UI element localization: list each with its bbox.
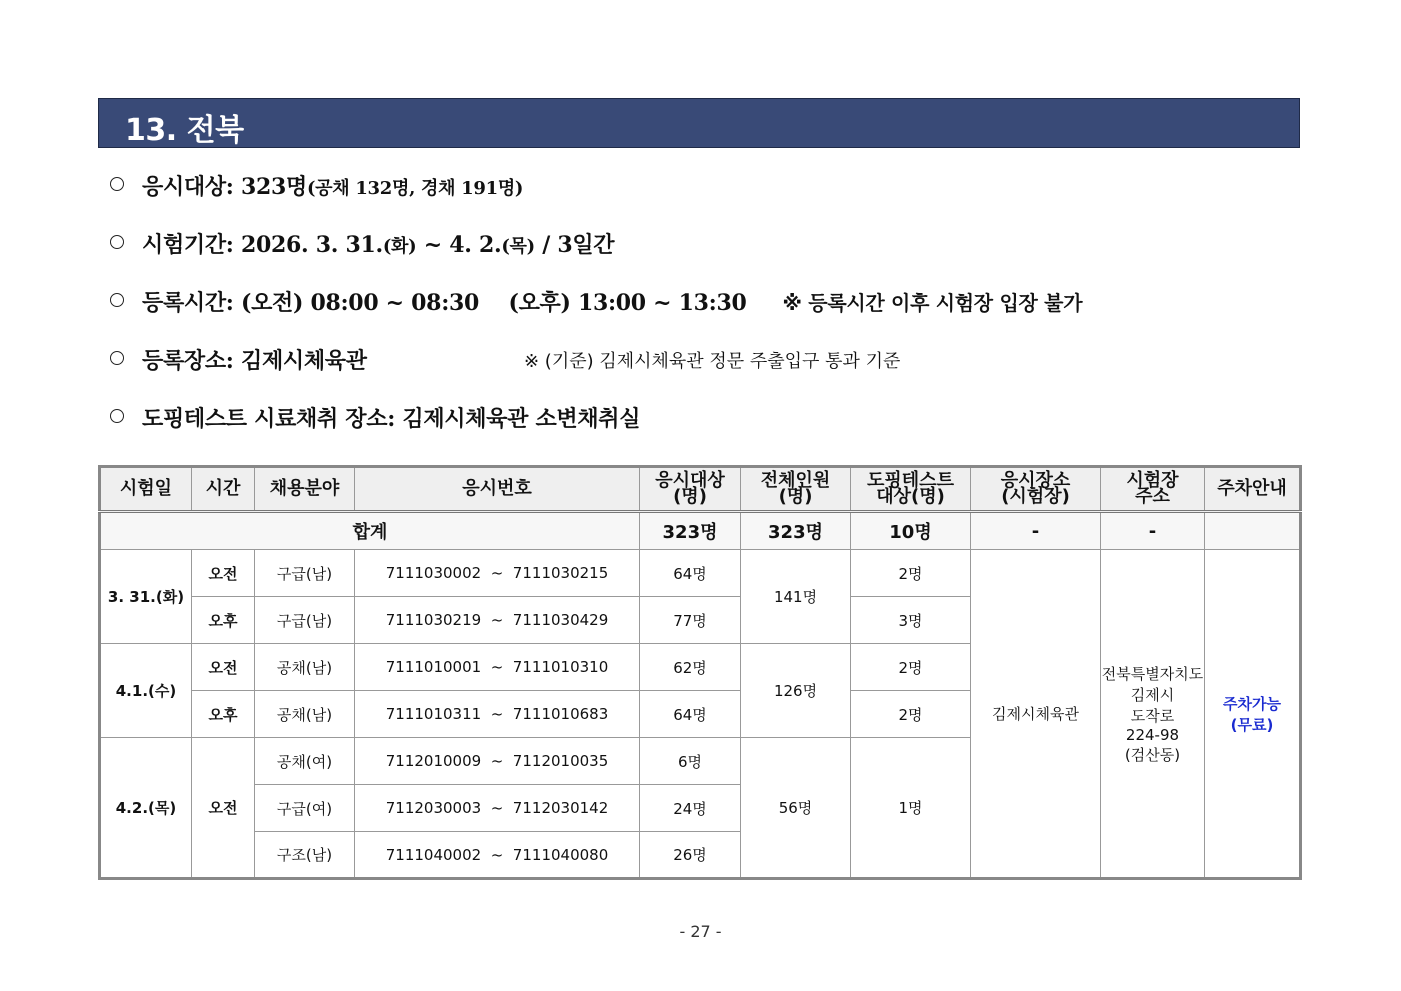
bullet-registration-place: 등록장소: 김제시체육관 bbox=[110, 344, 367, 375]
total-label: 합계 bbox=[100, 512, 640, 550]
number-range-cell: 7111040002 ~ 7111040080 bbox=[355, 832, 640, 879]
total-count: 323명 bbox=[741, 512, 851, 550]
section-header-bar bbox=[98, 98, 1300, 148]
field-cell: 구급(남) bbox=[255, 597, 355, 644]
date-cell: 4.1.(수) bbox=[100, 644, 192, 738]
exam-schedule-table bbox=[98, 465, 1302, 880]
total-venue: - bbox=[971, 512, 1101, 550]
parking-cell: 주차가능 (무료) bbox=[1205, 550, 1301, 879]
circle-bullet-icon bbox=[110, 293, 124, 307]
day-total-cell: 56명 bbox=[741, 738, 851, 879]
number-range-cell: 7112010009 ~ 7112010035 bbox=[355, 738, 640, 785]
time-cell: 오후 bbox=[192, 597, 255, 644]
applicants-cell: 26명 bbox=[640, 832, 741, 879]
total-address: - bbox=[1101, 512, 1205, 550]
circle-bullet-icon bbox=[110, 177, 124, 191]
header-number: 응시번호 bbox=[355, 467, 640, 512]
doping-cell: 2명 bbox=[851, 691, 971, 738]
time-cell: 오후 bbox=[192, 691, 255, 738]
bullet-applicants: 응시대상: 323명(공채 132명, 경채 191명) bbox=[110, 170, 523, 201]
doping-cell: 3명 bbox=[851, 597, 971, 644]
field-cell: 공채(여) bbox=[255, 738, 355, 785]
field-cell: 공채(남) bbox=[255, 644, 355, 691]
applicants-cell: 62명 bbox=[640, 644, 741, 691]
registration-place-note: ※ (기준) 김제시체육관 정문 주출입구 통과 기준 bbox=[524, 351, 901, 372]
applicants-cell: 77명 bbox=[640, 597, 741, 644]
applicants-cell: 64명 bbox=[640, 550, 741, 597]
header-field: 채용분야 bbox=[255, 467, 355, 512]
header-time: 시간 bbox=[192, 467, 255, 512]
doping-cell: 1명 bbox=[851, 738, 971, 879]
applicants-cell: 24명 bbox=[640, 785, 741, 832]
time-cell: 오전 bbox=[192, 550, 255, 597]
number-range-cell: 7112030003 ~ 7112030142 bbox=[355, 785, 640, 832]
section-title: 13. 전북 bbox=[125, 113, 244, 148]
circle-bullet-icon bbox=[110, 235, 124, 249]
doping-cell: 2명 bbox=[851, 550, 971, 597]
field-cell: 구조(남) bbox=[255, 832, 355, 879]
venue-cell: 김제시체육관 bbox=[971, 550, 1101, 879]
date-cell: 4.2.(목) bbox=[100, 738, 192, 879]
bullet-registration-time: 등록시간: (오전) 08:00 ~ 08:30 (오후) 13:00 ~ 13:30 ※ 등록시간 이후 시험장 입장 불가 bbox=[110, 286, 1082, 317]
page-number: - 27 - bbox=[679, 922, 722, 941]
number-range-cell: 7111010001 ~ 7111010310 bbox=[355, 644, 640, 691]
number-range-cell: 7111010311 ~ 7111010683 bbox=[355, 691, 640, 738]
bullet-period: 시험기간: 2026. 3. 31.(화) ~ 4. 2.(목) / 3일간 bbox=[110, 228, 614, 259]
bullet-doping: 도핑테스트 시료채취 장소: 김제시체육관 소변채취실 bbox=[110, 402, 640, 433]
field-cell: 공채(남) bbox=[255, 691, 355, 738]
table-header-row bbox=[100, 467, 1301, 512]
circle-bullet-icon bbox=[110, 351, 124, 365]
total-row bbox=[100, 512, 1301, 550]
total-doping: 10명 bbox=[851, 512, 971, 550]
registration-note: ※ 등록시간 이후 시험장 입장 불가 bbox=[782, 291, 1083, 315]
circle-bullet-icon bbox=[110, 409, 124, 423]
total-applicants: 323명 bbox=[640, 512, 741, 550]
header-address: 시험장 주소 bbox=[1101, 467, 1205, 512]
applicants-cell: 64명 bbox=[640, 691, 741, 738]
header-date: 시험일 bbox=[100, 467, 192, 512]
doping-cell: 2명 bbox=[851, 644, 971, 691]
header-total: 전체인원 (명) bbox=[741, 467, 851, 512]
date-cell: 3. 31.(화) bbox=[100, 550, 192, 644]
address-cell: 전북특별자치도 김제시 도작로 224-98 (검산동) bbox=[1101, 550, 1205, 879]
header-parking: 주차안내 bbox=[1205, 467, 1301, 512]
total-parking bbox=[1205, 512, 1301, 550]
field-cell: 구급(여) bbox=[255, 785, 355, 832]
time-cell: 오전 bbox=[192, 738, 255, 879]
number-range-cell: 7111030219 ~ 7111030429 bbox=[355, 597, 640, 644]
header-venue: 응시장소 (시험장) bbox=[971, 467, 1101, 512]
number-range-cell: 7111030002 ~ 7111030215 bbox=[355, 550, 640, 597]
time-cell: 오전 bbox=[192, 644, 255, 691]
applicants-cell: 6명 bbox=[640, 738, 741, 785]
table-row bbox=[100, 550, 1301, 597]
day-total-cell: 141명 bbox=[741, 550, 851, 644]
header-doping: 도핑테스트 대상(명) bbox=[851, 467, 971, 512]
header-applicants: 응시대상 (명) bbox=[640, 467, 741, 512]
day-total-cell: 126명 bbox=[741, 644, 851, 738]
field-cell: 구급(남) bbox=[255, 550, 355, 597]
